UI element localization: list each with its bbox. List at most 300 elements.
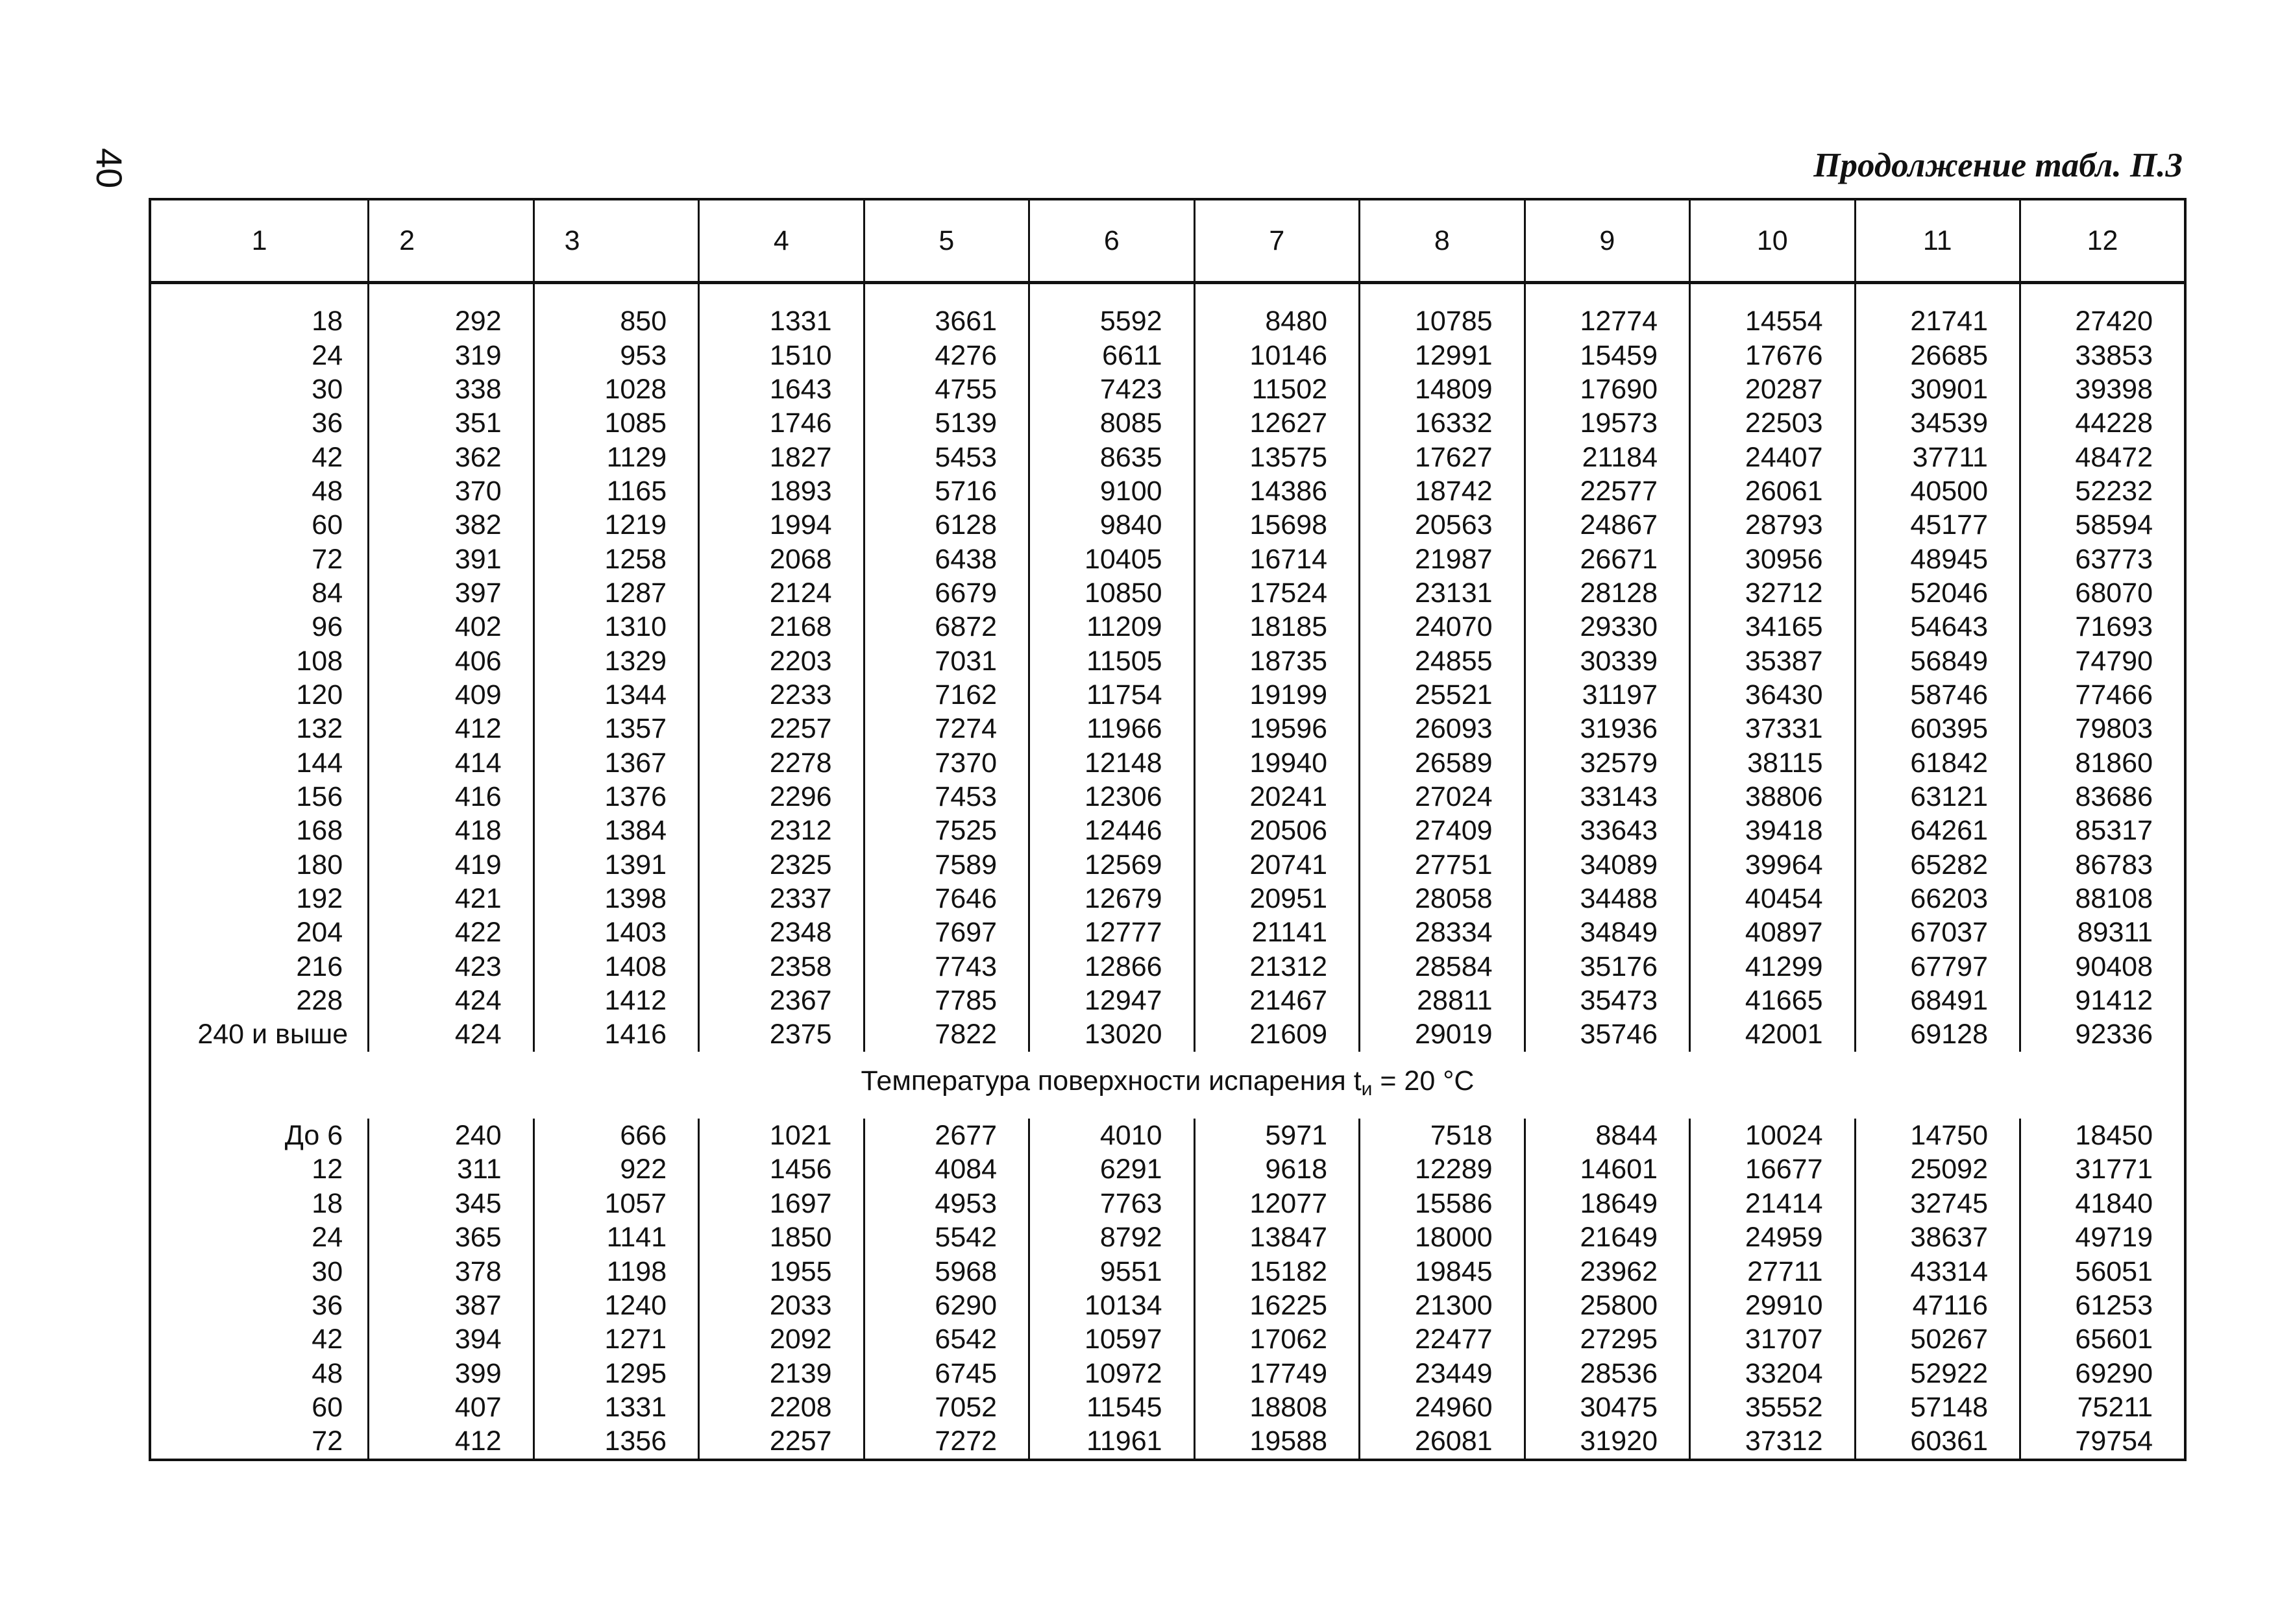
value-cell: 12627 (1194, 407, 1359, 441)
column-header: 10 (1690, 199, 1855, 283)
value-cell: 16677 (1690, 1153, 1855, 1187)
value-cell: 31771 (2020, 1153, 2185, 1187)
value-cell: 419 (369, 848, 533, 882)
value-cell: 35387 (1690, 644, 1855, 678)
value-cell: 21300 (1360, 1289, 1525, 1322)
value-cell: 311 (369, 1153, 533, 1187)
value-cell: 47116 (1855, 1289, 2020, 1322)
value-cell: 1746 (699, 407, 864, 441)
value-cell: 66203 (1855, 882, 2020, 915)
value-cell: 39964 (1690, 848, 1855, 882)
value-cell: 21312 (1194, 950, 1359, 984)
value-cell: 27420 (2020, 305, 2185, 339)
row-label-cell: 60 (150, 1390, 369, 1424)
value-cell: 48472 (2020, 441, 2185, 474)
table-row (150, 372, 2185, 406)
value-cell: 1198 (533, 1255, 698, 1289)
value-cell: 27024 (1360, 780, 1525, 814)
value-cell: 31707 (1690, 1323, 1855, 1357)
value-cell: 28811 (1360, 984, 1525, 1017)
value-cell: 4755 (864, 372, 1029, 406)
value-cell: 10024 (1690, 1119, 1855, 1152)
value-cell: 20563 (1360, 509, 1525, 542)
row-label-cell: 42 (150, 441, 369, 474)
row-label-cell: 36 (150, 407, 369, 441)
row-label-cell: 84 (150, 576, 369, 610)
value-cell: 12148 (1029, 746, 1194, 780)
value-cell: 10850 (1029, 576, 1194, 610)
row-label-cell: 24 (150, 339, 369, 372)
value-cell: 23962 (1525, 1255, 1689, 1289)
section-title-subscript: и (1361, 1078, 1373, 1100)
value-cell: 28536 (1525, 1357, 1689, 1390)
table-row (150, 1255, 2185, 1289)
value-cell: 36430 (1690, 678, 1855, 712)
value-cell: 7743 (864, 950, 1029, 984)
value-cell: 11209 (1029, 611, 1194, 644)
value-cell: 1028 (533, 372, 698, 406)
section-title-prefix: Температура поверхности испарения t (861, 1065, 1362, 1097)
value-cell: 14601 (1525, 1153, 1689, 1187)
value-cell: 44228 (2020, 407, 2185, 441)
value-cell: 79803 (2020, 712, 2185, 746)
value-cell: 387 (369, 1289, 533, 1322)
row-label-cell: 30 (150, 372, 369, 406)
value-cell: 57148 (1855, 1390, 2020, 1424)
value-cell: 32712 (1690, 576, 1855, 610)
value-cell: 40454 (1690, 882, 1855, 915)
value-cell: 17524 (1194, 576, 1359, 610)
value-cell: 52046 (1855, 576, 2020, 610)
column-header: 5 (864, 199, 1029, 283)
value-cell: 63121 (1855, 780, 2020, 814)
value-cell: 14809 (1360, 372, 1525, 406)
column-header: 6 (1029, 199, 1194, 283)
value-cell: 1398 (533, 882, 698, 915)
table-row (150, 984, 2185, 1017)
value-cell: 20951 (1194, 882, 1359, 915)
column-header: 9 (1525, 199, 1689, 283)
section-divider (150, 1052, 2185, 1119)
table-row (150, 1220, 2185, 1254)
value-cell: 412 (369, 1425, 533, 1460)
column-header: 7 (1194, 199, 1359, 283)
value-cell: 1258 (533, 542, 698, 576)
value-cell: 19588 (1194, 1425, 1359, 1460)
value-cell: 4084 (864, 1153, 1029, 1187)
value-cell: 9840 (1029, 509, 1194, 542)
value-cell: 15698 (1194, 509, 1359, 542)
value-cell: 3661 (864, 305, 1029, 339)
value-cell: 41299 (1690, 950, 1855, 984)
row-label-cell: 96 (150, 611, 369, 644)
value-cell: 2033 (699, 1289, 864, 1322)
value-cell: 26589 (1360, 746, 1525, 780)
row-label-cell: 72 (150, 1425, 369, 1460)
value-cell: 2257 (699, 1425, 864, 1460)
value-cell: 7274 (864, 712, 1029, 746)
value-cell: 12306 (1029, 780, 1194, 814)
value-cell: 2233 (699, 678, 864, 712)
column-header: 2 (369, 199, 533, 283)
value-cell: 42001 (1690, 1018, 1855, 1052)
value-cell: 397 (369, 576, 533, 610)
value-cell: 67797 (1855, 950, 2020, 984)
value-cell: 31936 (1525, 712, 1689, 746)
value-cell: 12947 (1029, 984, 1194, 1017)
value-cell: 21649 (1525, 1220, 1689, 1254)
value-cell: 21141 (1194, 916, 1359, 950)
value-cell: 31920 (1525, 1425, 1689, 1460)
value-cell: 1057 (533, 1187, 698, 1220)
value-cell: 345 (369, 1187, 533, 1220)
value-cell: 362 (369, 441, 533, 474)
table-row (150, 882, 2185, 915)
value-cell: 1357 (533, 712, 698, 746)
value-cell: 1356 (533, 1425, 698, 1460)
value-cell: 1827 (699, 441, 864, 474)
value-cell: 21987 (1360, 542, 1525, 576)
value-cell: 22477 (1360, 1323, 1525, 1357)
value-cell: 34539 (1855, 407, 2020, 441)
value-cell: 20506 (1194, 814, 1359, 848)
row-label-cell: 168 (150, 814, 369, 848)
value-cell: 60361 (1855, 1425, 2020, 1460)
table-row (150, 1390, 2185, 1424)
value-cell: 406 (369, 644, 533, 678)
value-cell: 41665 (1690, 984, 1855, 1017)
value-cell: 7646 (864, 882, 1029, 915)
value-cell: 8480 (1194, 305, 1359, 339)
value-cell: 83686 (2020, 780, 2185, 814)
table-row (150, 407, 2185, 441)
value-cell: 15182 (1194, 1255, 1359, 1289)
row-label-cell: 204 (150, 916, 369, 950)
value-cell: 40897 (1690, 916, 1855, 950)
value-cell: 1994 (699, 509, 864, 542)
row-label-cell: 18 (150, 1187, 369, 1220)
value-cell: 2278 (699, 746, 864, 780)
value-cell: 7785 (864, 984, 1029, 1017)
value-cell: 11505 (1029, 644, 1194, 678)
value-cell: 54643 (1855, 611, 2020, 644)
value-cell: 23449 (1360, 1357, 1525, 1390)
value-cell: 11754 (1029, 678, 1194, 712)
value-cell: 7697 (864, 916, 1029, 950)
table-row (150, 916, 2185, 950)
value-cell: 12991 (1360, 339, 1525, 372)
value-cell: 38115 (1690, 746, 1855, 780)
value-cell: 5971 (1194, 1119, 1359, 1152)
value-cell: 1344 (533, 678, 698, 712)
value-cell: 399 (369, 1357, 533, 1390)
value-cell: 45177 (1855, 509, 2020, 542)
value-cell: 33643 (1525, 814, 1689, 848)
value-cell: 20287 (1690, 372, 1855, 406)
table-row (150, 1425, 2185, 1460)
section-title-suffix: = 20 °C (1372, 1065, 1475, 1097)
value-cell: 90408 (2020, 950, 2185, 984)
value-cell: 7525 (864, 814, 1029, 848)
value-cell: 61842 (1855, 746, 2020, 780)
value-cell: 1021 (699, 1119, 864, 1152)
value-cell: 2257 (699, 712, 864, 746)
value-cell: 58594 (2020, 509, 2185, 542)
table-row (150, 542, 2185, 576)
value-cell: 24070 (1360, 611, 1525, 644)
value-cell: 2092 (699, 1323, 864, 1357)
value-cell: 6128 (864, 509, 1029, 542)
value-cell: 953 (533, 339, 698, 372)
value-cell: 2139 (699, 1357, 864, 1390)
value-cell: 29330 (1525, 611, 1689, 644)
value-cell: 65601 (2020, 1323, 2185, 1357)
value-cell: 24407 (1690, 441, 1855, 474)
value-cell: 12777 (1029, 916, 1194, 950)
value-cell: 9551 (1029, 1255, 1194, 1289)
value-cell: 319 (369, 339, 533, 372)
value-cell: 26061 (1690, 474, 1855, 508)
value-cell: 56849 (1855, 644, 2020, 678)
value-cell: 23131 (1360, 576, 1525, 610)
value-cell: 27711 (1690, 1255, 1855, 1289)
table-row (150, 1119, 2185, 1152)
column-header: 4 (699, 199, 864, 283)
value-cell: 666 (533, 1119, 698, 1152)
value-cell: 12077 (1194, 1187, 1359, 1220)
value-cell: 2168 (699, 611, 864, 644)
value-cell: 7052 (864, 1390, 1029, 1424)
value-cell: 63773 (2020, 542, 2185, 576)
value-cell: 34165 (1690, 611, 1855, 644)
table-row (150, 1357, 2185, 1390)
table-body-part2 (150, 1119, 2185, 1460)
value-cell: 14750 (1855, 1119, 2020, 1152)
value-cell: 4010 (1029, 1119, 1194, 1152)
value-cell: 407 (369, 1390, 533, 1424)
column-header: 8 (1360, 199, 1525, 283)
value-cell: 12446 (1029, 814, 1194, 848)
value-cell: 1287 (533, 576, 698, 610)
value-cell: 35746 (1525, 1018, 1689, 1052)
value-cell: 16225 (1194, 1289, 1359, 1322)
table-row (150, 644, 2185, 678)
value-cell: 1376 (533, 780, 698, 814)
value-cell: 351 (369, 407, 533, 441)
table-row (150, 1323, 2185, 1357)
value-cell: 69290 (2020, 1357, 2185, 1390)
value-cell: 15586 (1360, 1187, 1525, 1220)
value-cell: 41840 (2020, 1187, 2185, 1220)
value-cell: 1295 (533, 1357, 698, 1390)
value-cell: 19845 (1360, 1255, 1525, 1289)
value-cell: 8844 (1525, 1119, 1689, 1152)
value-cell: 18000 (1360, 1220, 1525, 1254)
value-cell: 12569 (1029, 848, 1194, 882)
value-cell: 21414 (1690, 1187, 1855, 1220)
value-cell: 8792 (1029, 1220, 1194, 1254)
value-cell: 77466 (2020, 678, 2185, 712)
value-cell: 10146 (1194, 339, 1359, 372)
value-cell: 424 (369, 984, 533, 1017)
header-row (150, 199, 2185, 283)
value-cell: 10405 (1029, 542, 1194, 576)
value-cell: 16332 (1360, 407, 1525, 441)
value-cell: 30475 (1525, 1390, 1689, 1424)
value-cell: 49719 (2020, 1220, 2185, 1254)
value-cell: 18450 (2020, 1119, 2185, 1152)
value-cell: 11545 (1029, 1390, 1194, 1424)
value-cell: 48945 (1855, 542, 2020, 576)
value-cell: 5716 (864, 474, 1029, 508)
value-cell: 37711 (1855, 441, 2020, 474)
value-cell: 2375 (699, 1018, 864, 1052)
value-cell: 35552 (1690, 1390, 1855, 1424)
value-cell: 19596 (1194, 712, 1359, 746)
value-cell: 18649 (1525, 1187, 1689, 1220)
value-cell: 71693 (2020, 611, 2185, 644)
value-cell: 27751 (1360, 848, 1525, 882)
value-cell: 1697 (699, 1187, 864, 1220)
value-cell: 17627 (1360, 441, 1525, 474)
value-cell: 12289 (1360, 1153, 1525, 1187)
value-cell: 6290 (864, 1289, 1029, 1322)
value-cell: 422 (369, 916, 533, 950)
value-cell: 8085 (1029, 407, 1194, 441)
row-label-cell: 42 (150, 1323, 369, 1357)
value-cell: 13020 (1029, 1018, 1194, 1052)
value-cell: 240 (369, 1119, 533, 1152)
value-cell: 423 (369, 950, 533, 984)
value-cell: 6542 (864, 1323, 1029, 1357)
value-cell: 6745 (864, 1357, 1029, 1390)
value-cell: 25521 (1360, 678, 1525, 712)
row-label-cell: 228 (150, 984, 369, 1017)
value-cell: 29019 (1360, 1018, 1525, 1052)
row-label-cell: 192 (150, 882, 369, 915)
value-cell: 2203 (699, 644, 864, 678)
table-row (150, 441, 2185, 474)
value-cell: 2296 (699, 780, 864, 814)
value-cell: 18742 (1360, 474, 1525, 508)
value-cell: 65282 (1855, 848, 2020, 882)
value-cell: 39398 (2020, 372, 2185, 406)
value-cell: 402 (369, 611, 533, 644)
value-cell: 2337 (699, 882, 864, 915)
value-cell: 4276 (864, 339, 1029, 372)
table-row (150, 814, 2185, 848)
column-header: 1 (150, 199, 369, 283)
value-cell: 7370 (864, 746, 1029, 780)
value-cell: 19940 (1194, 746, 1359, 780)
value-cell: 39418 (1690, 814, 1855, 848)
value-cell: 22577 (1525, 474, 1689, 508)
value-cell: 91412 (2020, 984, 2185, 1017)
value-cell: 17676 (1690, 339, 1855, 372)
value-cell: 28128 (1525, 576, 1689, 610)
row-label-cell: 36 (150, 1289, 369, 1322)
value-cell: 30901 (1855, 372, 2020, 406)
value-cell: 33853 (2020, 339, 2185, 372)
value-cell: 17749 (1194, 1357, 1359, 1390)
value-cell: 5968 (864, 1255, 1029, 1289)
value-cell: 26093 (1360, 712, 1525, 746)
value-cell: 370 (369, 474, 533, 508)
value-cell: 2348 (699, 916, 864, 950)
value-cell: 14386 (1194, 474, 1359, 508)
value-cell: 394 (369, 1323, 533, 1357)
value-cell: 1331 (533, 1390, 698, 1424)
value-cell: 1403 (533, 916, 698, 950)
value-cell: 8635 (1029, 441, 1194, 474)
value-cell: 17062 (1194, 1323, 1359, 1357)
value-cell: 32745 (1855, 1187, 2020, 1220)
value-cell: 1331 (699, 305, 864, 339)
value-cell: 52232 (2020, 474, 2185, 508)
value-cell: 18735 (1194, 644, 1359, 678)
table-continuation-title: Продолжение табл. П.3 (1813, 147, 2183, 184)
value-cell: 32579 (1525, 746, 1689, 780)
value-cell: 1456 (699, 1153, 864, 1187)
value-cell: 1219 (533, 509, 698, 542)
value-cell: 27409 (1360, 814, 1525, 848)
value-cell: 2325 (699, 848, 864, 882)
value-cell: 21609 (1194, 1018, 1359, 1052)
value-cell: 338 (369, 372, 533, 406)
table-row (150, 678, 2185, 712)
table-row (150, 746, 2185, 780)
table-body-part1 (150, 283, 2185, 1052)
value-cell: 9618 (1194, 1153, 1359, 1187)
value-cell: 6611 (1029, 339, 1194, 372)
value-cell: 1643 (699, 372, 864, 406)
row-label-cell: 24 (150, 1220, 369, 1254)
value-cell: 391 (369, 542, 533, 576)
value-cell: 409 (369, 678, 533, 712)
value-cell: 418 (369, 814, 533, 848)
value-cell: 1408 (533, 950, 698, 984)
value-cell: 2312 (699, 814, 864, 848)
value-cell: 21184 (1525, 441, 1689, 474)
value-cell: 1384 (533, 814, 698, 848)
value-cell: 58746 (1855, 678, 2020, 712)
value-cell: 2124 (699, 576, 864, 610)
value-cell: 30339 (1525, 644, 1689, 678)
value-cell: 52922 (1855, 1357, 2020, 1390)
value-cell: 20741 (1194, 848, 1359, 882)
value-cell: 7763 (1029, 1187, 1194, 1220)
value-cell: 86783 (2020, 848, 2185, 882)
value-cell: 18808 (1194, 1390, 1359, 1424)
value-cell: 34488 (1525, 882, 1689, 915)
value-cell: 10134 (1029, 1289, 1194, 1322)
value-cell: 424 (369, 1018, 533, 1052)
page-number: 40 (89, 148, 130, 189)
row-label-cell: 18 (150, 305, 369, 339)
value-cell: 28058 (1360, 882, 1525, 915)
value-cell: 85317 (2020, 814, 2185, 848)
value-cell: 38637 (1855, 1220, 2020, 1254)
value-cell: 1391 (533, 848, 698, 882)
value-cell: 18185 (1194, 611, 1359, 644)
value-cell: 40500 (1855, 474, 2020, 508)
value-cell: 24867 (1525, 509, 1689, 542)
value-cell: 6679 (864, 576, 1029, 610)
value-cell: 2367 (699, 984, 864, 1017)
value-cell: 7822 (864, 1018, 1029, 1052)
table-row (150, 576, 2185, 610)
row-label-cell: 108 (150, 644, 369, 678)
